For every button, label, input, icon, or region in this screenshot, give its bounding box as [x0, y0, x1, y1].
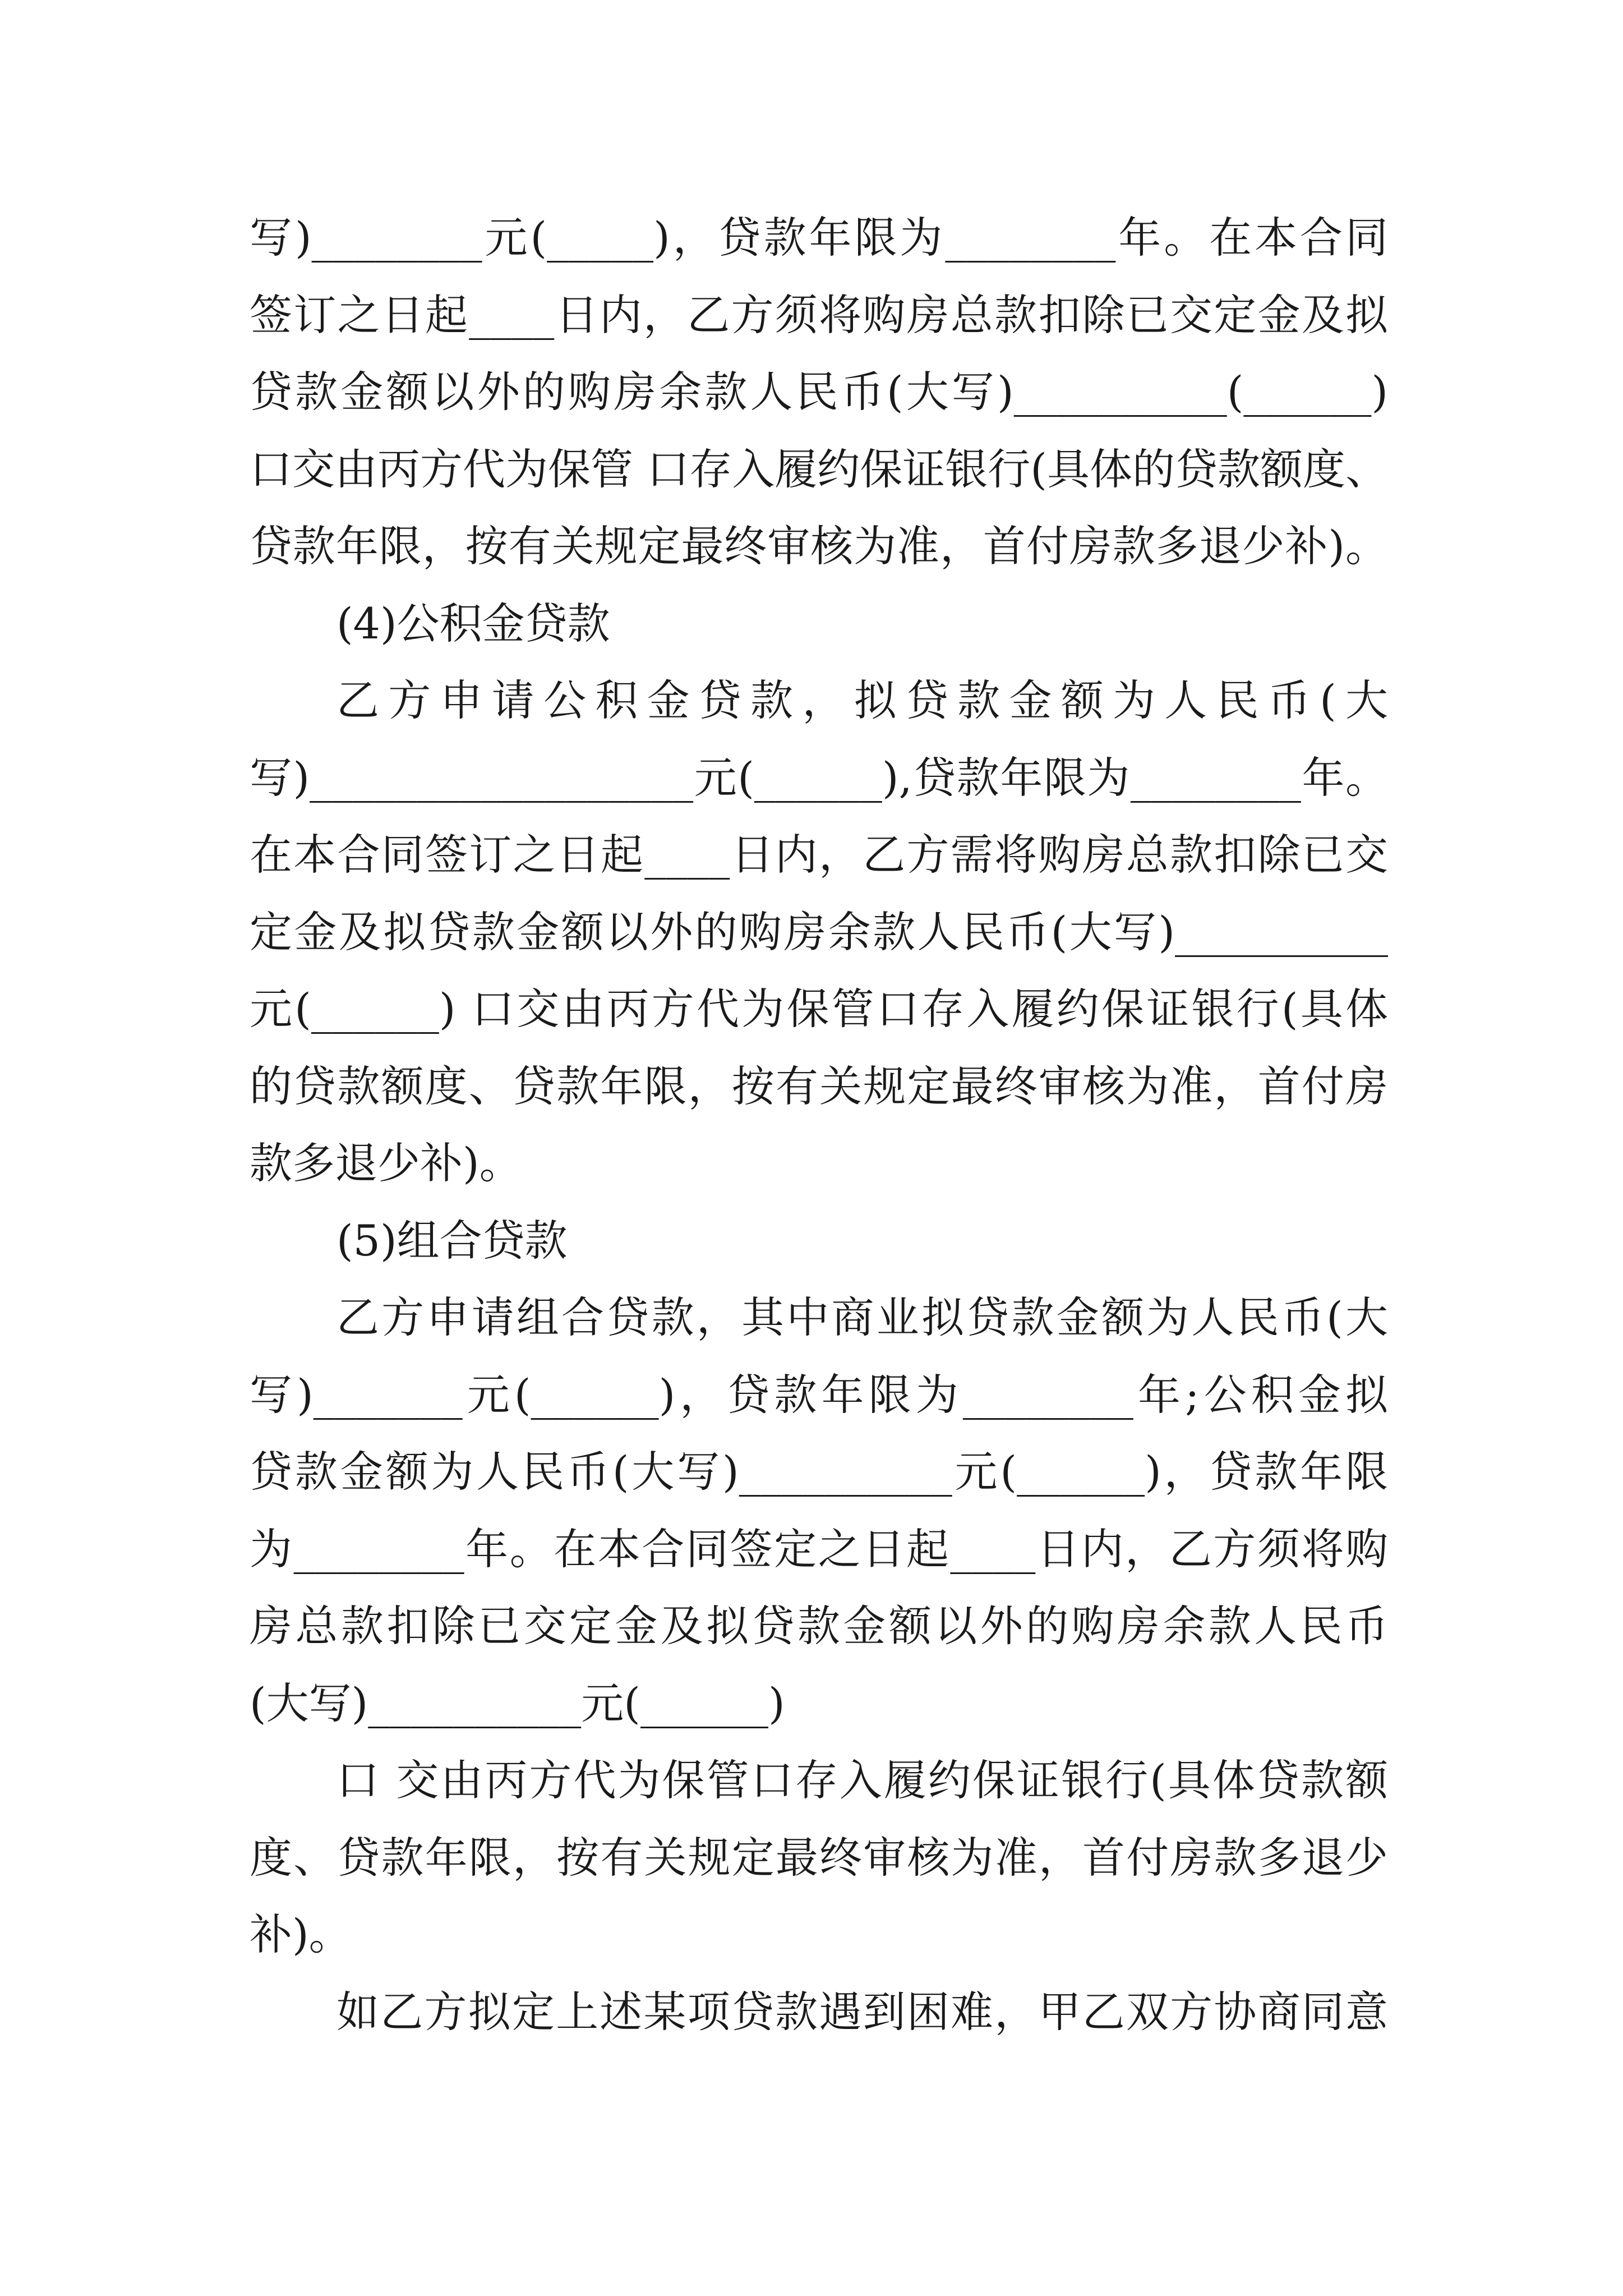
text-line: 的贷款额度、贷款年限，按有关规定最终审核为准，首付房: [250, 1061, 1388, 1111]
text-line: 补)。: [250, 1910, 352, 1959]
text-line: 贷款金额以外的购房余款人民币(大写)__________(______): [250, 367, 1388, 417]
text-line: 写)_______元(______)，贷款年限为________年;公积金拟: [250, 1369, 1388, 1420]
text-line: 口交由丙方代为保管 口存入履约保证银行(具体的贷款额度、: [250, 444, 1388, 494]
text-line: 贷款年限，按有关规定最终审核为准，首付房款多退少补)。: [250, 521, 1388, 571]
text-line: 乙方申请公积金贷款，拟贷款金额为人民币(大: [336, 675, 1388, 725]
text-line: 款多退少补)。: [250, 1138, 522, 1188]
text-line: 定金及拟贷款金额以外的购房余款人民币(大写)__________: [250, 907, 1388, 957]
text-line: 在本合同签订之日起____日内，乙方需将购房总款扣除已交: [250, 830, 1388, 880]
text-line: 房总款扣除已交定金及拟贷款金额以外的购房余款人民币: [250, 1601, 1388, 1651]
text-line: 如乙方拟定上述某项贷款遇到困难，甲乙双方协商同意: [336, 1986, 1388, 2037]
text-line: 写)__________________元(______),贷款年限为________年。: [250, 752, 1388, 803]
text-line: 贷款金额为人民币(大写)__________元(______)，贷款年限: [250, 1447, 1388, 1497]
section-heading: (4)公积金贷款: [336, 598, 610, 648]
section-heading: (5)组合贷款: [336, 1215, 568, 1266]
contract-text: [250, 199, 1388, 2050]
text-line: 乙方申请组合贷款，其中商业拟贷款金额为人民币(大: [336, 1292, 1388, 1342]
text-line: 口 交由丙方代为保管口存入履约保证银行(具体贷款额: [336, 1755, 1388, 1805]
text-line: (大写)__________元(______): [250, 1678, 785, 1728]
text-line: 为________年。在本合同签定之日起____日内，乙方须将购: [250, 1524, 1388, 1574]
text-line: 元(______) 口交由丙方代为保管口存入履约保证银行(具体: [250, 984, 1388, 1034]
text-line: 签订之日起____日内，乙方须将购房总款扣除已交定金及拟: [250, 289, 1388, 340]
text-line: 写)________元(_____)，贷款年限为________年。在本合同: [250, 213, 1388, 263]
text-line: 度、贷款年限，按有关规定最终审核为准，首付房款多退少: [250, 1832, 1388, 1883]
